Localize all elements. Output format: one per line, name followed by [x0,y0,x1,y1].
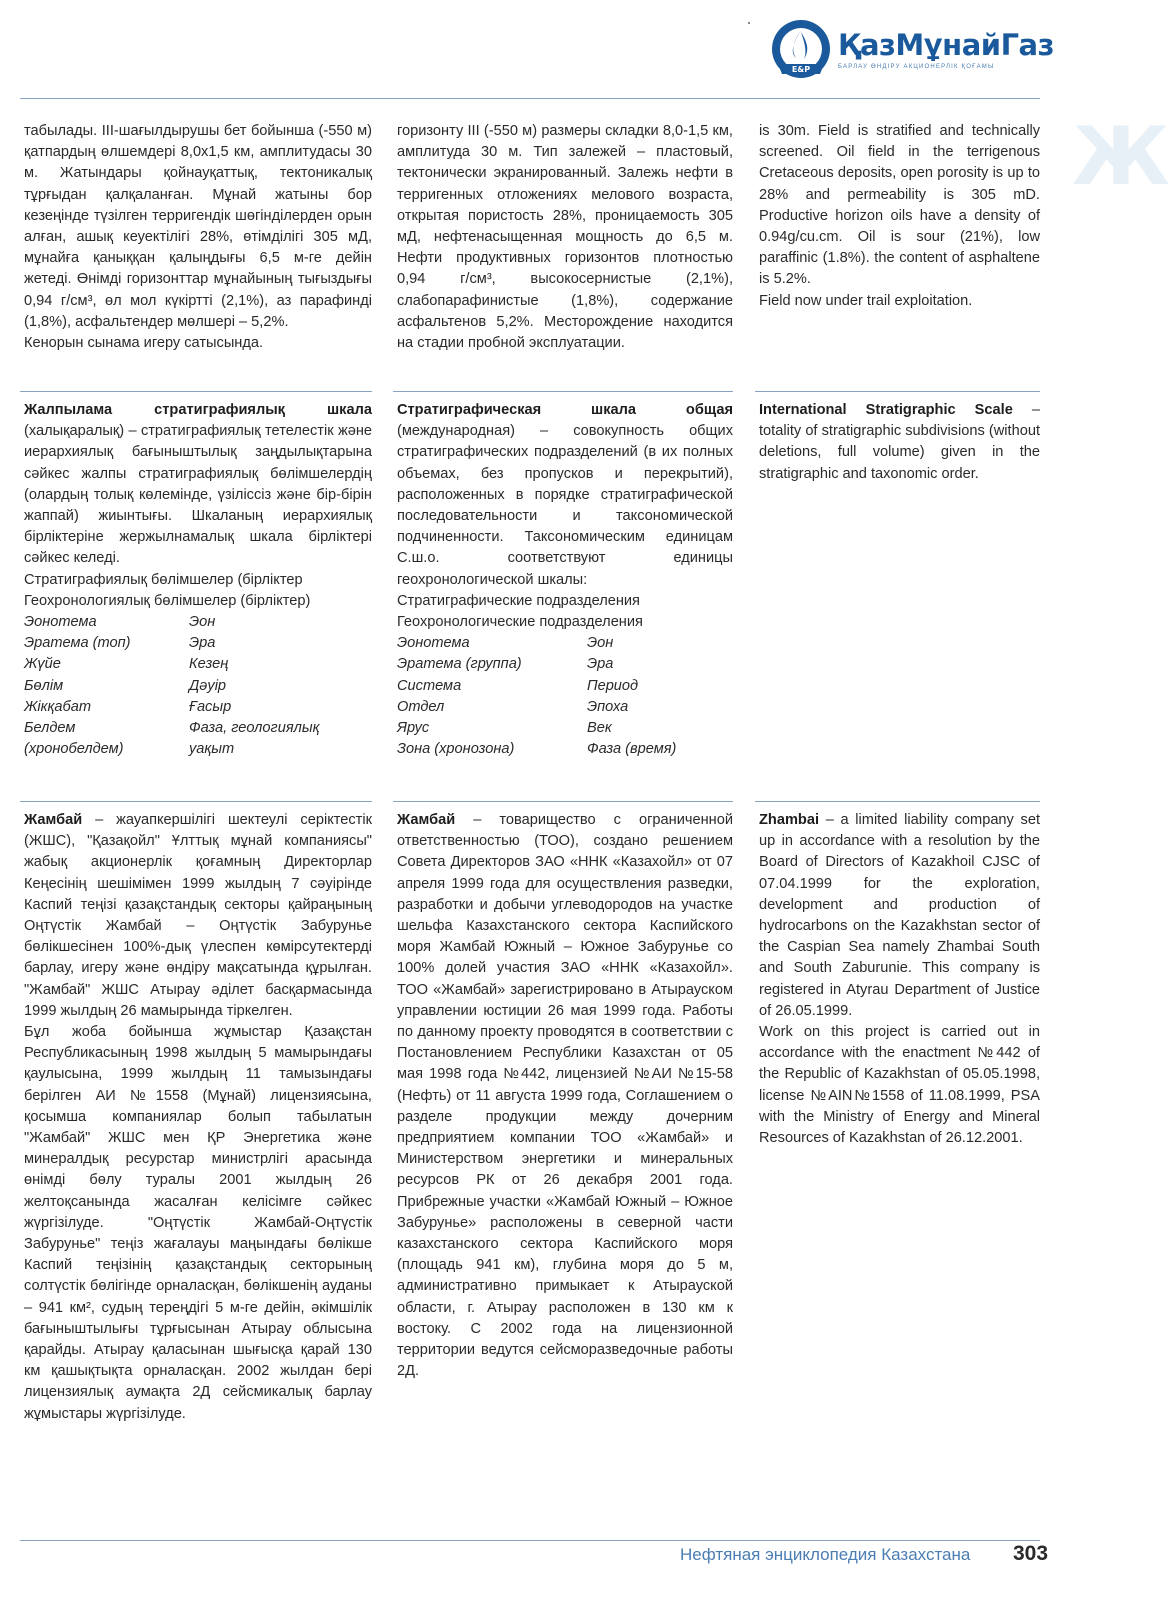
table-cell: уақыт [189,741,235,758]
table-cell: Жүйе [24,656,61,673]
table-cell: Эонотема [24,614,97,631]
entry-term: Стратиграфическая шкала общая [397,402,733,418]
stratigraphic-table [397,633,733,760]
sec1-ru-para: горизонту III (-550 м) размеры складки 8,0-1,5 км, амплитуда 30 м. Тип залежей – пластовый, тектонически экранированный. Залежь нефти в терригенных отложениях мелового возраста, открытая пористость 28%, проницаемость 305 мД, нефтенасыщенная мощность до 6,5 м. Нефти продуктивных горизонтов плотностью 0,94 г/см³, высокосернистые (2,1%), слабопарафинистые (1,8%), содержание асфальтенов 5,2%. Месторождение находится на стадии пробной эксплуатации. [397,123,733,352]
table-cell: Белдем [24,720,76,737]
table-cell: Жікқабат [24,698,92,715]
entry-body: Бұл жоба бойынша жұмыстар Қазақстан Республикасының 1998 жылдың 5 мамырындағы қаулысына, 1999 жылдың 11 тамызындағы берілген АИ №1558 (Мұнай) лицензиясына, қосымша компаниялар болып табылатын "Жамбай" ЖШС мен ҚР Энергетика және минералдық ресурстар министрлігі арасында өнімді бөлу туралы 2001 жылдың 26 желтоқсанында жасалған келісімге сәйкес жүргізілуде. "Оңтүстік Жамбай-Оңтүстік Забурунье" теңіз жағалауы маңындағы бөлікше Каспий теңізінің қазақстандық секторының солтүстік бөлігінде орналасқан, бөлікшенің ауданы – 941 км², судың тереңдігі 5 м-ге дейін, әкімшілік бағыныштылығы тұрғысынан Атырау облысына қарайды. Атырау қаласынан шығысқа қарай 130 км қашықтықта орналасқан. 2002 жылдан бері лицензиялық аумақта 2Д сейсмикалық барлау жұмыстары жүргізілуде. [24,1024,372,1422]
header-divider [20,98,1040,99]
stratigraphic-table [24,612,372,760]
entry-term: Жамбай [24,812,83,828]
entry-body: – жауапкершілігі шектеулі серіктестік (ЖШС), "Қазақойл" Ұлттық мұнай компаниясы" жабық акционерлік қоғамның Директорлар Кеңесінің шешімімен 1999 жылдың 7 сәуірінде Каспий теңізі қазақстандық секторы қайраңының Оңтүстік Жамбай – Оңтүстік Забурунье бөлікшесінен 100%-дық үлеспен көмірсутектерді барлау, игеру және өндіру мақсатында құрылған. "Жамбай" ЖШС Атырау әділет басқармасында 1999 жылдың 26 мамырында тіркелген. [24,812,372,1019]
entry-body: – totality of stratigraphic subdivisions (without deletions, full volume) given in the stratigraphic and taxonomic order. [759,402,1040,482]
sec1-en-para: is 30m. Field is stratified and technically screened. Oil field in the terrigenous Cretaceous deposits, open porosity is up to 28% and permeability is 305 mD. Productive horizon oils have a density of 0.94g/cu.cm. Oil is sour (21%), low paraffinic (1.8%). the content of asphaltene is 5.2%. [759,123,1040,288]
sec1-kz-para: табылады. III-шағылдырушы бет бойынша (-550 м) қатпардың өлшемдері 8,0х1,5 км, амплитудасы 30 м. Жатындары қойнауқаттық, тектоникалық тұрғыдан қалқаланған. Мұнай жатыны бор кезеңінде түзілген терригендік шөгінділерден орын алған, ашық кеуектілігі 28%, өтімділігі 305 мД, мұнайға қаныққан қалыңдығы 6,5 м-ге дейін жетеді. Өнімді горизонттар мұнайының тығыздығы 0,94 г/см³, өл мол күкіртті (2,1%), аз парафинді (1,8%), асфальтендер мөлшері – 5,2%. [24,123,372,330]
table-cell: Эратема (группа) [397,656,522,673]
logo-badge: E&P [791,65,811,74]
sec2-en-column [759,400,1040,485]
page-number: 303 [1013,1542,1049,1565]
table-cell: Эратема (топ) [24,635,131,652]
sec1-kz-status: Кенорын сынама игеру сатысында. [24,335,264,352]
entry-body: – товарищество с ограниченной ответственностью (ТОО), создано решением Совета Директоров ЗАО «ННК «Казахойл» от 07 апреля 1999 года для осуществления разведки, разработки и добычи углеводородов на участке шельфа Казахстанского сектора Каспийского моря Жамбай Южный – Южное Забурунье со 100% долей участия ЗАО «ННК «Казахойл». ТОО «Жамбай» зарегистрировано в Атырауском управлении юстиции 26 мая 1999 года. Работы по данному проекту проводятся в соответствии с Постановлением Республики Казахстан от 05 мая 1998 года №442, лицензией №АИ №15-58 (Нефть) от 11 августа 1999 года, Соглашением о разделе продукции между дочерним предприятием компании ТОО «Жамбай» и Министерством энергетики и минеральных ресурсов РК от 26 декабря 2001 года. Прибрежные участки «Жамбай Южный – Южное Забурунье» расположены в северной части казахстанского сектора Каспийского моря (площадь 941 км), глубина моря до 5 м, административно примыкает к Атырауской области, г. Атырау расположен в 130 км к востоку. С 2002 года на лицензионной территории ведутся сейсморазведочные работы 2Д. [397,812,733,1380]
table-heading: Стратиграфические подразделения Геохронологические подразделения [397,592,643,631]
table-cell: Эон [587,635,614,652]
sec1-kz-column [24,121,372,354]
table-cell: Ярус [397,720,430,737]
decorative-letter: Ж [1072,110,1170,203]
table-cell: Фаза (время) [587,741,677,758]
table-heading: Стратиграфиялық бөлімшелер (бірліктер [24,571,303,588]
table-cell: Дәуір [189,677,227,694]
table-cell: Период [587,677,639,694]
flame-emblem-icon [770,18,832,80]
entry-body: (международная) – совокупность общих стратиграфических подразделений (в их полных объемах, без пропусков и перекрытий), расположенных в порядке стратиграфической последовательности и таксономической подчиненности. Таксономическим единицам С.ш.о. соответствуют единицы геохронологической шкалы: [397,423,733,588]
section-divider [20,391,372,392]
section-divider [393,801,733,802]
entry-body: (халықаралық) – стратиграфиялық тетелестік және иерархиялық бағыныштылық заңдылықтарына сәйкес жалпы стратиграфиялық бөлімшелердің (олардың толық көлемінде, үзіліссіз және бір-бірін жаппай) жиынтығы. Шкаланың иерархиялық бірліктеріне жержылнамалық шкала бірліктері сәйкес келеді. [24,423,372,567]
scan-speck [748,22,750,24]
table-cell: Век [587,720,612,737]
table-cell: Кезең [189,656,229,673]
logo-name: ҚазМұнайГаз [838,28,1054,62]
sec2-ru-column [397,400,733,760]
sec1-en-status: Field now under trail exploitation. [759,292,973,309]
table-cell: Эпоха [587,698,629,715]
section-divider [755,391,1040,392]
sec3-en-column [759,810,1040,1149]
sec2-kz-column [24,400,372,760]
sec3-ru-column [397,810,733,1382]
section-divider [20,801,372,802]
table-cell: Бөлім [24,677,64,694]
footer-divider [20,1540,1040,1541]
table-cell: Отдел [397,698,445,715]
table-cell: Эра [189,635,216,652]
entry-body: – a limited liability company set up in accordance with a resolution by the Board of Directors of Kazakhoil CJSC of 07.04.1999 for the exploration, development and production of hydrocarbons on the Kazakhstan sector of the Caspian Sea namely Zhambai South and South Zaburunie. This company is registered in Atyrau Department of Justice of 26.05.1999. [759,812,1040,1019]
entry-term: Жамбай [397,812,456,828]
entry-term: Жалпылама стратиграфиялық шкала [24,402,372,418]
company-logo [770,14,1070,84]
section-divider [755,801,1040,802]
table-heading: Геохронологиялық бөлімшелер (бірліктер) [24,592,311,609]
sec1-ru-column [397,121,733,354]
table-cell: (хронобелдем) [24,741,124,758]
table-cell: Эра [587,656,614,673]
section-divider [393,391,733,392]
entry-body: Work on this project is carried out in accordance with the enactment №442 of the Republic of Kazakhstan of 05.05.1998, license №AIN№1558 of 11.08.1999, PSA with the Ministry of Energy and Mineral Resources of Kazakhstan of 26.12.2001. [759,1024,1040,1147]
table-cell: Эонотема [397,635,470,652]
table-cell: Зона (хронозона) [397,741,515,758]
table-cell: Система [397,677,462,694]
footer-title: Нефтяная энциклопедия Казахстана [680,1545,971,1564]
table-cell: Эон [189,614,216,631]
table-cell: Ғасыр [189,698,232,715]
sec3-kz-column [24,810,372,1425]
sec1-en-column [759,121,1040,312]
logo-subtitle: БАРЛАУ ӨНДІРУ АКЦИОНЕРЛІК ҚОҒАМЫ [838,64,995,70]
entry-term: Zhambai [759,812,820,828]
entry-term: International Stratigraphic Scale [759,402,1013,418]
table-cell: Фаза, геологиялық [189,720,320,737]
